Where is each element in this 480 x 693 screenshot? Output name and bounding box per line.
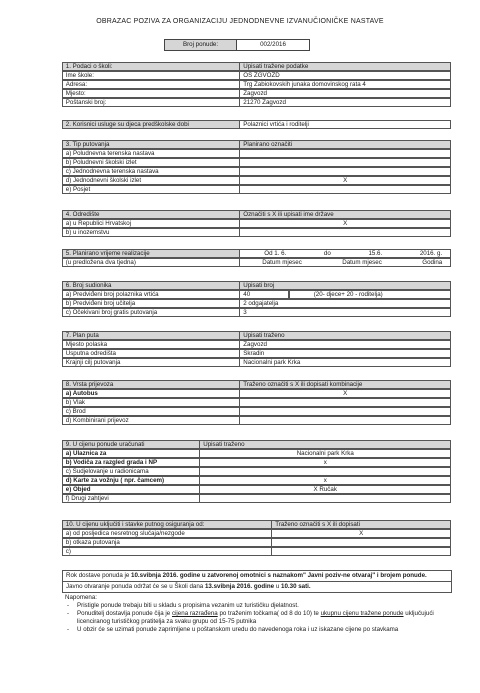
row-value: OŠ ZGVOZD — [239, 71, 451, 81]
row-label: a) od posljedica nesretnog slučaja/nezgode — [62, 529, 272, 539]
row-label: a) Ulaznica za — [62, 449, 200, 459]
section-header-right: Traženo označiti s X ili dopisati — [271, 520, 451, 530]
row-value: 3 — [239, 308, 451, 318]
row-label: a) u Republici Hrvatskoj — [62, 219, 240, 229]
row-value: X — [239, 219, 451, 229]
note-underline: cijena razrađena — [171, 610, 218, 618]
row-label: Krajnji cilj putovanja — [62, 358, 240, 368]
row-value: x — [199, 476, 451, 486]
section-header: 2. Korisnici usluge su djeca predškolske dobi — [62, 120, 240, 130]
note-item — [77, 626, 449, 634]
section-header: 9. U cijenu ponude uračunati — [62, 440, 200, 450]
row-value: Zagvozd — [239, 89, 451, 99]
note-text: U obzir će se uzimati ponude zaprimljene u poštanskom uredu do navedenoga roka i uz iskazane cijene po stavkama — [77, 626, 399, 634]
row-label: a) Poludnevna terenska nastava — [62, 149, 240, 159]
row-value — [239, 185, 451, 195]
document-title: OBRAZAC POZIVA ZA ORGANIZACIJU JEDNODNEVNE IZVANUČIONIČKE NASTAVE — [96, 18, 384, 25]
row-label: a) Autobus — [62, 389, 240, 399]
row-label: b) Predviđeni broj učitelja — [62, 299, 240, 309]
row-label: d) Jednodnevni školski izlet — [62, 176, 240, 186]
date-labels — [239, 258, 451, 268]
row-value: X — [239, 176, 451, 186]
row-label: b) Vodiča za razgled grada i NP — [62, 458, 200, 468]
section-header: 5. Planirano vrijeme realizacije — [62, 249, 240, 259]
row-label: e) Objed — [62, 485, 200, 495]
deadline-text: Rok dostave ponuda je — [66, 572, 130, 579]
section-participants — [62, 281, 452, 317]
notes — [62, 593, 452, 635]
row-label: c) Sudjelovanje u radionicama — [62, 467, 200, 477]
date-label-3: Godina — [422, 258, 443, 266]
row-value: Polaznici vrtića i roditelji — [239, 120, 451, 130]
section-price-includes — [62, 440, 452, 503]
row-label: b) Vlak — [62, 398, 240, 408]
section-trip-type — [62, 140, 452, 194]
note-text: uključujući licenciranog turističkog pratitelja za svaku grupu od 15-75 putnika — [77, 610, 434, 626]
row-label: c) — [62, 547, 272, 557]
notes-title: Napomena: — [65, 594, 97, 601]
row-value: 40 — [239, 290, 289, 300]
date-label-2: Datum mjesec — [342, 258, 382, 266]
offer-number-value: 002/2016 — [260, 41, 286, 48]
section-header: 4. Odredište — [62, 210, 240, 220]
row-label: c) Brod — [62, 407, 240, 417]
section-header-right: Upisati broj — [239, 281, 451, 291]
row-note: (20- djece+ 20 - roditelja) — [289, 290, 451, 300]
row-label: d) Kombinirani prijevoz — [62, 416, 240, 426]
opening-text: Javno otvaranje ponuda održat će se u Školi dana — [66, 583, 204, 590]
section-header: 6. Broj sudionika — [62, 281, 240, 291]
section-header: 8. Vrsta prijevoza — [62, 380, 240, 390]
note-item — [77, 610, 449, 626]
row-value — [239, 228, 451, 238]
row-value: Nacionalni park Krka — [239, 358, 451, 368]
row-value: x — [199, 458, 451, 468]
section-header-right: Planirano označiti — [239, 140, 451, 150]
section-transport — [62, 380, 452, 425]
row-value: X — [271, 529, 451, 539]
section-header-right: Traženo označiti s X ili dopisati kombinacije — [239, 380, 451, 390]
row-value: X Ručak — [199, 485, 451, 495]
section-header-right: Označiti s X ili upisati ime države — [239, 210, 451, 220]
row-label: Mjesto polaska — [62, 340, 240, 350]
row-value: Nacionalni park Krka — [199, 449, 451, 459]
note-underline: ukupnu cijenu tražene ponude — [320, 610, 404, 618]
row-label: c) Očekivani broj gratis putovanja — [62, 308, 240, 318]
date-to-label: do — [323, 249, 331, 257]
opening-box — [62, 582, 452, 593]
row-label: b) Poludnevni školski izlet — [62, 158, 240, 168]
row-label: Adresa: — [62, 80, 240, 90]
note-text: Pristigle ponude trebaju biti u skladu s propisima vezanim uz turističku djelatnost. — [77, 602, 299, 610]
row-label: a) Predviđeni broj polaznika vrtića — [62, 290, 240, 300]
row-value: X — [239, 389, 451, 399]
row-value — [239, 416, 451, 426]
row-value: 2 odgajatelja — [239, 299, 451, 309]
row-label: b) otkaza putovanja — [62, 538, 272, 548]
opening-mid: u — [275, 583, 280, 590]
deadline-box — [62, 570, 452, 582]
section-destination — [62, 210, 452, 237]
row-label: Poštanski broj: — [62, 98, 240, 108]
row-value — [271, 547, 451, 557]
row-label: e) Posjet — [62, 185, 240, 195]
row-value — [199, 494, 451, 504]
deadline-date: 10.svibnja 2016. godine u zatvorenoj omotnici s naznakom" Javni poziv-ne otvaraj" i brojem ponude. — [131, 572, 427, 579]
note-text: po traženim točkama( od 8 do 10) te — [219, 610, 319, 618]
row-label: f) Drugi zahtjevi — [62, 494, 200, 504]
row-label: Ime škole: — [62, 71, 240, 81]
row-label: d) Karte za vožnju ( npr. čamcem) — [62, 476, 200, 486]
section-insurance — [62, 520, 452, 556]
footer-block — [62, 570, 452, 635]
row-label: Usputna odredišta — [62, 349, 240, 359]
section-header: 3. Tip putovanja — [62, 140, 240, 150]
section-route — [62, 331, 452, 367]
date-from: Od 1. 6. — [264, 249, 287, 257]
offer-number-label: Broj ponude: — [165, 40, 237, 50]
offer-number-box — [164, 39, 310, 51]
section-school-info — [62, 62, 452, 107]
date-label-1: Datum mjesec — [262, 258, 302, 266]
section-header: 1. Podaci o školi: — [62, 62, 240, 72]
row-value: Zagvozd — [239, 340, 451, 350]
row-value: Trg Zabiokovskih junaka domovinskog rata 4 — [239, 80, 451, 90]
section-header-right: Upisati traženo — [239, 331, 451, 341]
opening-date: 13.svibnja 2016. godine — [204, 583, 275, 590]
note-item — [77, 602, 449, 610]
row-label: b) u inozemstvu — [62, 228, 240, 238]
section-header-right: Upisati traženo — [199, 440, 451, 450]
row-label: Mjesto: — [62, 89, 240, 99]
opening-time: 10.30 sati. — [281, 583, 311, 590]
row-value: Skradin — [239, 349, 451, 359]
date-year: 2016. g. — [419, 249, 443, 257]
section-planned-time — [62, 249, 452, 267]
section-header: 10. U cijenu uključiti i stavke putnog osiguranja od: — [62, 520, 272, 530]
row-label: (u predložena dva tjedna) — [62, 258, 240, 268]
row-value: 21270 Zagvozd — [239, 98, 451, 108]
section-header: 7. Plan puta — [62, 331, 240, 341]
section-users — [62, 120, 452, 129]
section-header-right: Upisati tražene podatke — [239, 62, 451, 72]
row-label: c) Jednodnevna terenska nastava — [62, 167, 240, 177]
date-to: 15.6. — [368, 249, 383, 257]
note-text: Ponuditelj dostavlja ponude čija je — [77, 610, 171, 618]
